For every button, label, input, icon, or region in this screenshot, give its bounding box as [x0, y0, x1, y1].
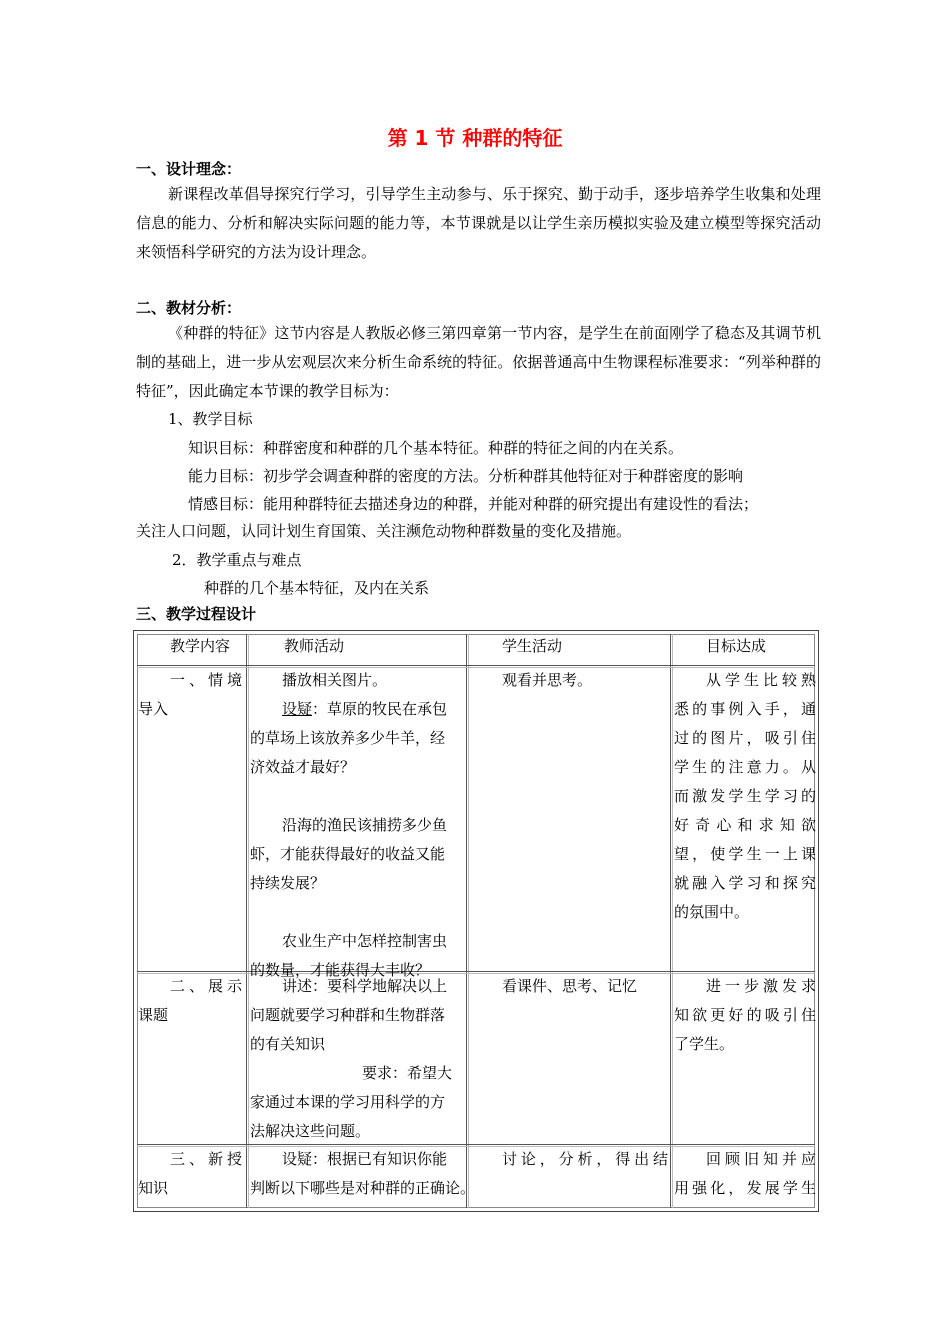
goal-line: 用强化，发展学生 — [674, 1179, 816, 1197]
teaching-goals-label: 1、教学目标 — [168, 410, 253, 428]
teacher-line: 讲述：要科学地解决以上 — [282, 977, 448, 995]
student-line: 讨论，分析，得出结 — [502, 1150, 668, 1168]
row1-goal — [674, 666, 816, 927]
header-goal-achievement: 目标达成 — [706, 637, 767, 655]
key-points-text: 种群的几个基本特征，及内在关系 — [204, 579, 430, 597]
section-heading-design-concept: 一、设计理念： — [136, 160, 242, 178]
teacher-line: 农业生产中怎样控制害虫 — [282, 932, 448, 950]
ability-goal: 能力目标：初步学会调查种群的密度的方法。分析种群其他特征对于种群密度的影响 — [188, 467, 744, 485]
teacher-line: 虾，才能获得最好的收益又能 — [250, 845, 446, 863]
goal-line: 而激发学生学习的 — [674, 787, 816, 805]
row1-teacher-activity — [250, 666, 466, 985]
emotion-goal-line-2: 关注人口问题，认同计划生育国策、关注濒危动物种群数量的变化及措施。 — [136, 522, 632, 540]
section-heading-process-design: 三、教学过程设计 — [136, 605, 257, 623]
teacher-line: 的有关知识 — [250, 1035, 326, 1053]
row1-content-line: 导入 — [138, 700, 169, 718]
design-concept-paragraph: 新课程改革倡导探究行学习，引导学生主动参与、乐于探究、勤于动手，逐步培养学生收集和处理信息的能力、分析和解决实际问题的能力等，本节课就是以让学生亲历模拟实验及建立模型等探究活动来领悟科学研究的方法为设计理念。 — [136, 185, 821, 261]
column-divider — [246, 634, 247, 1208]
column-divider — [670, 634, 671, 1208]
row2-student-activity: 看课件、思考、记忆 — [502, 977, 638, 995]
row3-content-line: 三、新授 — [170, 1150, 242, 1168]
teacher-line: 沿海的渔民该捕捞多少鱼 — [282, 816, 448, 834]
goal-line: 回顾旧知并应 — [706, 1150, 816, 1168]
row3-content-line: 知识 — [138, 1179, 169, 1197]
row2-content — [138, 972, 242, 1030]
goal-line: 从学生比较熟 — [706, 671, 816, 689]
goal-line: 知欲更好的吸引住 — [674, 1006, 816, 1024]
goal-line: 悉的事例入手，通 — [674, 700, 816, 718]
teacher-line: 家通过本课的学习用科学的方 — [250, 1093, 446, 1111]
doubt-label: 设疑 — [282, 700, 313, 718]
teacher-line: ：草原的牧民在承包 — [312, 700, 448, 718]
goal-line: 好奇心和求知欲 — [674, 816, 816, 834]
teacher-line: 的草场上该放养多少牛羊，经 — [250, 729, 446, 747]
page-title: 第 1 节 种群的特征 — [387, 126, 563, 150]
goal-line: 学生的注意力。从 — [674, 758, 816, 776]
goal-line: 就融入学习和探究 — [674, 874, 816, 892]
row2-goal — [674, 972, 816, 1059]
teacher-line: 要求：希望大 — [362, 1064, 453, 1082]
teaching-process-table — [133, 630, 819, 1212]
teacher-line: 持续发展？ — [250, 874, 326, 892]
header-student-activity: 学生活动 — [502, 637, 563, 655]
row2-content-line: 课题 — [138, 1006, 169, 1024]
row1-content — [138, 666, 242, 724]
teacher-line: 济效益才最好？ — [250, 758, 356, 776]
emotion-goal-line-1: 情感目标：能用种群特征去描述身边的种群，并能对种群的研究提出有建设性的看法； — [188, 495, 759, 513]
row3-content — [138, 1145, 242, 1203]
row1-content-line: 一、情境 — [170, 671, 242, 689]
teacher-line: 的数量，才能获得大丰收？ — [250, 961, 431, 979]
knowledge-goal: 知识目标：种群密度和种群的几个基本特征。种群的特征之间的内在关系。 — [188, 439, 684, 457]
header-teacher-activity: 教师活动 — [284, 637, 345, 655]
goal-line: 进一步激发求 — [706, 977, 816, 995]
goal-line: 的氛围中。 — [674, 903, 750, 921]
goal-line: 望，使学生一上课 — [674, 845, 816, 863]
row3-goal — [674, 1145, 816, 1203]
row2-content-line: 二、展示 — [170, 977, 242, 995]
teacher-line: 设疑：根据已有知识你能 — [282, 1150, 448, 1168]
goal-line: 过的图片，吸引住 — [674, 729, 816, 747]
column-divider — [466, 634, 467, 1208]
teacher-line: 法解决这些问题。 — [250, 1122, 371, 1140]
row3-student-activity — [470, 1145, 668, 1174]
teacher-line: 问题就要学习种群和生物群落 — [250, 1006, 446, 1024]
teacher-line: 判断以下哪些是对种群的正确论。 — [250, 1179, 476, 1197]
teacher-line: 播放相关图片。 — [282, 671, 388, 689]
row3-teacher-activity — [250, 1145, 500, 1203]
key-points-label: 2．教学重点与难点 — [172, 551, 302, 569]
row1-student-activity: 观看并思考。 — [502, 671, 593, 689]
row2-teacher-activity — [250, 972, 466, 1146]
section-heading-material-analysis: 二、教材分析： — [136, 299, 242, 317]
header-teaching-content: 教学内容 — [170, 637, 231, 655]
goal-line: 了学生。 — [674, 1035, 735, 1053]
material-analysis-paragraph: 《种群的特征》这节内容是人教版必修三第四章第一节内容，是学生在前面刚学了稳态及其调节机制的基础上，进一步从宏观层次来分析生命系统的特征。依据普通高中生物课程标准要求：“列举种群的特征”，因此确定本节课的教学目标为： — [136, 324, 821, 400]
